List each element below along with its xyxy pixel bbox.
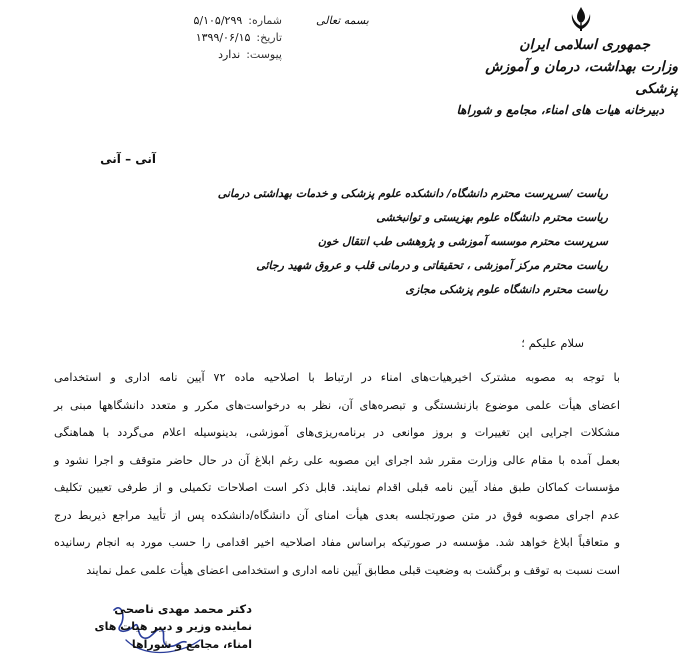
body-line: و متعاقباً ابلاغ خواهد شد. مؤسسه در صورتیکه براساس مفاد اصلاحیه اخیر اقدامی را حسب مورد به انجام رسانیده [54,536,620,549]
date-value: ۱۳۹۹/۰۶/۱۵ [195,31,251,44]
signatory-name: دکتر محمد مهدی ناصحی [114,602,252,616]
urgent-label: آنی – آنی [100,152,156,166]
addressee-item: ریاست محترم دانشگاه علوم بهزیستی و توانبخشی [376,211,608,224]
signature-block [95,600,252,654]
body-line: بعمل آمده با مقام عالی وزارت مقرر شد اجرای این مصوبه علی رغم ابلاغ آن در حال حاضر متوقف و اجرا نشود و [54,453,620,467]
body-line: عدم اجرای مصوبه فوق در متن صورتجلسه بعدی هیأت امنای آن دانشگاه/دانشکده پس از تأیید مراجع ذیربط درج [54,508,620,522]
letter-body [54,364,620,584]
letter-number-row [62,12,282,29]
number-label: شماره: [248,14,282,27]
attachment-label: پیوست: [246,48,282,61]
addressee-item: ریاست محترم دانشگاه علوم پزشکی مجازی [405,283,608,296]
signatory-title: نماینده وزیر و دبیر هیات های [94,620,252,633]
salutation: سلام علیکم ؛ [521,336,584,350]
letter-date-row [62,29,282,46]
body-line: مؤسسات کماکان طبق مفاد آیین نامه قبلی اقدام نمایند. قابل ذکر است اصلاحات تکمیلی و از طرفی تعیین تکلیف [54,481,620,494]
body-line: است نسبت به توقف و برگشت به وضعیت قبلی مطابق آیین نامه اداری و استخدامی اعضای هیأت علمی عمل نمایند [86,563,620,577]
addressee-item: ریاست محترم مرکز آموزشی ، تحقیقاتی و درمانی قلب و عروق شهید رجائی [256,259,608,272]
letter-attachment-row [62,46,282,63]
ministry-header [438,34,678,120]
ministry-country: جمهوری اسلامی ایران [519,37,650,53]
addressee-item: سرپرست محترم موسسه آموزشی و پژوهشی طب انتقال خون [317,235,608,248]
date-label: تاریخ: [256,31,282,44]
addressee-list [218,182,608,302]
basmala: بسمه تعالی [316,14,369,27]
signatory-title: امناء، مجامع و شوراها [131,638,252,651]
ministry-name: وزارت بهداشت، درمان و آموزش پزشکی [485,59,678,97]
letter-metadata [62,12,282,63]
body-line: اعضای هیأت علمی موضوع بازنشستگی و تبصره‌های آن، نظر به درخواست‌های مکرر و متعدد دانشگاهها مبنی بر [54,398,620,412]
iran-emblem-icon [566,4,596,34]
body-line: مشکلات اجرایی این تغییرات و بروز موانعی در برنامه‌ریزی‌های آموزشی، بدینوسیله اعلام می‌گردد با هماهنگی [54,426,620,439]
ministry-department: دبیرخانه هیات های امناء، مجامع و شوراها [456,103,664,117]
number-value: ۵/۱۰۵/۲۹۹ [193,14,243,27]
attachment-value: ندارد [218,48,241,61]
body-line: با توجه به مصوبه مشترک اخیرهیات‌های امناء در ارتباط با اصلاحیه ماده ۷۲ آیین نامه اداری و استخدامی [54,371,621,384]
addressee-item: ریاست /سرپرست محترم دانشگاه/ دانشکده علوم پزشکی و خدمات بهداشتی درمانی [217,187,608,200]
